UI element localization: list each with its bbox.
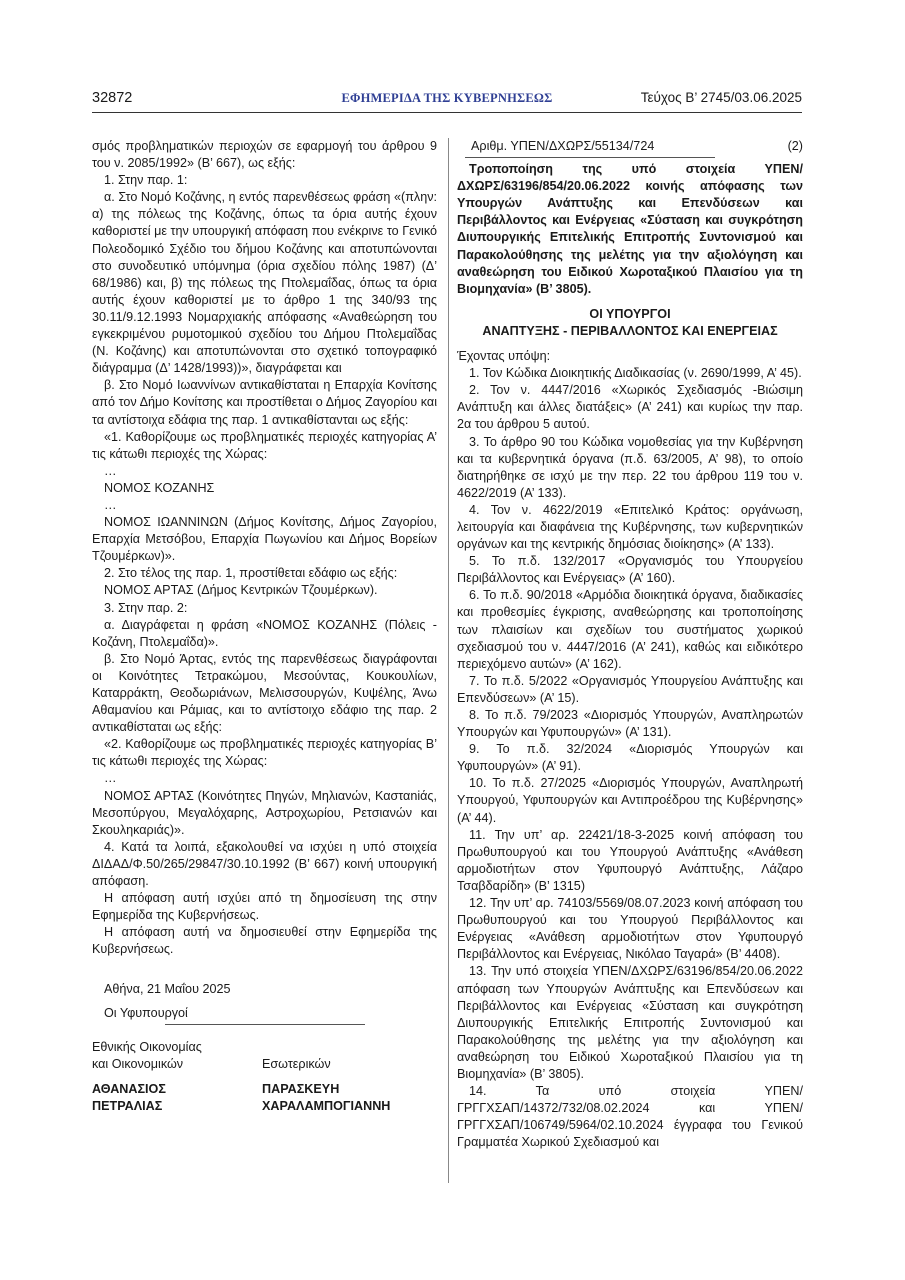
list-item: 2. Τον ν. 4447/2016 «Χωρικός Σχεδιασμός -Βιώσιμη Ανάπτυξη και άλλες διατάξεις» (Α’ 241) και κυρίως την παρ. 2α του άρθρου 5 αυτού. (457, 383, 803, 432)
page-number: 32872 (92, 90, 133, 106)
column-divider (448, 138, 449, 1183)
ellipsis: … (104, 497, 117, 512)
ellipsis: … (104, 463, 117, 478)
list-item: 14. Τα υπό στοιχεία ΥΠΕΝ/ΓΡΓΓΧΣΑΠ/14372/732/08.02.2024 και ΥΠΕΝ/ΓΡΓΓΧΣΑΠ/106749/5964/02.10.2024 έγγραφα του Γενικού Γραμματέα Χωρικού Σχεδιασμού και (457, 1084, 803, 1150)
signature-name: ΠΑΡΑΣΚΕΥΗ (262, 1081, 340, 1096)
issue-reference: Τεύχος Β’ 2745/03.06.2025 (640, 90, 802, 105)
list-item: 11. Την υπ’ αρ. 22421/18-3-2025 κοινή απόφαση του Πρωθυπουργού και του Υπουργού Ανάπτυξης «Ανάθεση αρμοδιοτήτων στον Υφυπουργό Ανάπτυξης, Λάζαρο Τσαβδαρίδη» (Β’ 1315) (457, 827, 803, 893)
considering-heading: Έχοντας υπόψη: (457, 349, 551, 364)
ministers-heading (457, 306, 803, 340)
list-item: 5. Το π.δ. 132/2017 «Οργανισμός του Υπουργείου Περιβάλλοντος και Ενέργειας» (Α’ 160). (457, 554, 803, 586)
ministers-line: ΟΙ ΥΠΟΥΡΓΟΙ (589, 306, 671, 321)
ellipsis: … (104, 771, 117, 786)
list-item: 7. Το π.δ. 5/2022 «Οργανισμός Υπουργείου Ανάπτυξης και Επενδύσεων» (Α’ 15). (457, 673, 803, 705)
paragraph: β. Στο Νομό Άρτας, εντός της παρενθέσεως διαγράφονται οι Κοινότητες Τετρακώμου, Μεσούντας, Κουκουλίων, Καταρράκτη, Θεοδωριάνων, Μελισσουργών, Κυψέλης, Άνω Αθαμανίου και Ράμιας, και το αντίστοιχο εδάφιο της παρ. 2 αντικαθίσταται ως εξής: (92, 651, 437, 735)
decision-title-block (457, 161, 803, 298)
paragraph: α. Διαγράφεται η φράση «ΝΟΜΟΣ ΚΟΖΑΝΗΣ (Πόλεις - Κοζάνη, Πτολεμαΐδα)». (92, 617, 437, 649)
right-column (457, 138, 803, 1151)
gazette-title: ΕΦΗΜΕΡΙΔΑ ΤΗΣ ΚΥΒΕΡΝΗΣΕΩΣ (341, 91, 553, 105)
paragraph: «1. Καθορίζουμε ως προβληματικές περιοχές κατηγορίας Α’ τις κάτωθι περιοχές της Χώρας: (92, 429, 437, 461)
signature-ministry: Εσωτερικών (262, 1056, 331, 1071)
signature-name: ΠΕΤΡΑΛΙΑΣ (92, 1098, 163, 1113)
paragraph: 2. Στο τέλος της παρ. 1, προστίθεται εδάφιο ως εξής: (104, 566, 398, 581)
paragraph: 4. Κατά τα λοιπά, εξακολουθεί να ισχύει η υπό στοιχεία ΔΙΔΑΔ/Φ.50/265/29847/30.10.1992 (Β’ 667) κοινή υπουργική απόφαση. (92, 839, 437, 889)
paragraph: Η απόφαση αυτή ισχύει από τη δημοσίευση της στην Εφημερίδα της Κυβερνήσεως. (92, 891, 437, 923)
list-item: 4. Τον ν. 4622/2019 «Επιτελικό Κράτος: οργάνωση, λειτουργία και διαφάνεια της Κυβέρνησης, των κυβερνητικών οργάνων και της κεντρικής δημόσιας διοίκησης» (Α’ 133). (457, 502, 803, 552)
list-item: 13. Την υπό στοιχεία ΥΠΕΝ/ΔΧΩΡΣ/63196/854/20.06.2022 απόφαση των Υπουργών Ανάπτυξης και Επενδύσεων και Περιβάλλοντος και Ενέργειας «Σύσταση και συγκρότηση Διυπουργικής Επιτελικής Επιτροπής Συντονισμού και Παρακολούθησης της μελέτης για την αξιολόγηση και αναθεώρηση του Ειδικού Χωροταξικού Πλαισίου για τη Βιομηχανία» (Β’ 3805). (457, 964, 803, 1081)
signing-date: Αθήνα, 21 Μαΐου 2025 (104, 981, 231, 996)
signature-name: ΑΘΑΝΑΣΙΟΣ (92, 1081, 166, 1096)
list-item: 1. Τον Κώδικα Διοικητικής Διαδικασίας (ν. 2690/1999, Α’ 45). (469, 366, 802, 381)
ministers-line: ΑΝΑΠΤΥΞΗΣ - ΠΕΡΙΒΑΛΛΟΝΤΟΣ ΚΑΙ ΕΝΕΡΓΕΙΑΣ (482, 323, 778, 338)
paragraph: ΝΟΜΟΣ ΑΡΤΑΣ (Κοινότητες Πηγών, Μηλιανών, Κασταniάς, Μεσοπύργου, Μεγαλόχαρης, Αστροχωρίου, Ρετσιανών και Σκουληκαριάς)». (92, 788, 437, 837)
list-item: 8. Το π.δ. 79/2023 «Διορισμός Υπουργών, Αναπληρωτών Υπουργών και Υφυπουργών» (Α’ 131). (457, 708, 803, 740)
list-item: 6. Το π.δ. 90/2018 «Αρμόδια διοικητικά όργανα, διαδικασίες και προθεσμίες έγκρισης, αναθεώρησης και τροποποίησης των πλαισίων και σχεδίων του συστήματος χωρικού σχεδιασμού του ν. 4447/2016 (Α’ 241), καθώς και ειδικότερο περιεχόμενο αυτών» (Α’ 162). (457, 588, 803, 671)
signatures (92, 1039, 437, 1129)
paragraph: «2. Καθορίζουμε ως προβληματικές περιοχές κατηγορίας Β’ τις κάτωθι περιοχές της Χώρας: (92, 737, 437, 769)
paragraph: ΝΟΜΟΣ ΚΟΖΑΝΗΣ (104, 480, 215, 495)
signatories-heading: Οι Υφυπουργοί (104, 1005, 188, 1020)
paragraph: α. Στο Νομό Κοζάνης, η εντός παρενθέσεως φράση «(πλην: α) της πόλεως της Κοζάνης, όπως τα όρια αυτής έχουν καθοριστεί με την υπουργική απόφαση που ενέκρινε το Γενικό Πολεοδομικό Σχέδιο του δήμου Κοζάνης και αποτυπώνονται στο συνοδευτικό υπόμνημα (όρια σχεδίου πόλης 1987) (Δ’ 68/1986) και, β) της πόλεως της Πτολεμαΐδας, όπως τα όρια αυτής έχουν καθοριστεί με το άρθρο 1 της 340/93 της 30.11/9.12.1993 Νομαρχιακής απόφασης «Αναθεώρηση του εγκεκριμένου ρυμοτομικού σχεδίου του Δήμου Πτολεμαΐδας (Ν. Κοζάνης) και αποτυπώνονται στο σχετικό τοπογραφικό διάγραμμα (Δ’ 1428/1993))», διαγράφεται και (92, 190, 437, 376)
decision-number: Αριθμ. ΥΠΕΝ/ΔΧΩΡΣ/55134/724 (471, 139, 655, 153)
signature-ministry: Εθνικής Οικονομίας (92, 1039, 202, 1054)
paragraph: 1. Στην παρ. 1: (104, 173, 188, 188)
signature-ministry: και Οικονομικών (92, 1056, 184, 1071)
page-header (92, 90, 802, 110)
list-item: 12. Την υπ’ αρ. 74103/5569/08.07.2023 κοινή απόφαση του Πρωθυπουργού και του Υπουργού Περιβάλλοντος και Ενέργειας «Ανάθεση αρμοδιοτήτων στον Υφυπουργό Περιβάλλοντος και Ενέργειας, Νικόλαο Ταγαρά» (Β’ 4408). (457, 896, 803, 962)
paragraph: 3. Στην παρ. 2: (104, 600, 188, 615)
list-item: 9. Το π.δ. 32/2024 «Διορισμός Υπουργών και Υφυπουργών» (Α’ 91). (457, 742, 803, 774)
reference-rule (465, 157, 715, 158)
signature-interior (262, 1056, 390, 1115)
paragraph: σμός προβληματικών περιοχών σε εφαρμογή του άρθρου 9 του ν. 2085/1992» (Β’ 667), ως εξής: (92, 139, 437, 171)
header-rule (92, 112, 802, 113)
paragraph: β. Στο Νομό Ιωαννίνων αντικαθίσταται η Επαρχία Κονίτσης από τον Δήμο Κονίτσης και προστίθεται ο Δήμος Ζαγορίου και τα αντίστοιχα εδάφια της παρ. 1 αντικαθίστανται ως εξής: (92, 378, 437, 427)
decision-index: (2) (787, 139, 803, 153)
decision-reference (457, 138, 803, 155)
signature-name: ΧΑΡΑΛΑΜΠΟΓΙΑΝΝΗ (262, 1098, 391, 1113)
left-column (92, 138, 437, 1129)
signature-finance (92, 1039, 202, 1115)
paragraph: ΝΟΜΟΣ ΙΩΑΝΝΙΝΩΝ (Δήμος Κονίτσης, Δήμος Ζαγορίου, Επαρχία Μετσόβου, Επαρχία Πωγωνίου και Δήμος Βορείων Τζουμέρκων)». (92, 515, 437, 564)
paragraph: Η απόφαση αυτή να δημοσιευθεί στην Εφημερίδα της Κυβερνήσεως. (92, 925, 437, 957)
list-item: 10. Το π.δ. 27/2025 «Διορισμός Υπουργών, Αναπληρωτή Υπουργού, Υφυπουργών και Αντιπροέδρου της Κυβέρνησης» (Α’ 44). (457, 776, 803, 825)
list-item: 3. Το άρθρο 90 του Κώδικα νομοθεσίας για την Κυβέρνηση και τα κυβερνητικά όργανα (π.δ. 63/2005, Α’ 98), το οποίο διατηρήθηκε σε ισχύ με την περ. 22 του άρθρου 119 του ν. 4622/2019 (Α’ 133). (457, 434, 803, 500)
decision-title: Τροποποίηση της υπό στοιχεία ΥΠΕΝ/ΔΧΩΡΣ/63196/854/20.06.2022 κοινής απόφασης των Υπουργών Ανάπτυξης και Επενδύσεων και Περιβάλλοντος και Ενέργειας «Σύσταση και συγκρότηση Διυπουργικής Επιτελικής Επιτροπής Συντονισμού και Παρακολούθησης της μελέτης για την αξιολόγηση και αναθεώρηση του Ειδικού Χωροταξικού Πλαισίου για τη Βιομηχανία» (Β’ 3805). (457, 162, 803, 296)
paragraph: ΝΟΜΟΣ ΑΡΤΑΣ (Δήμος Κεντρικών Τζουμέρκων). (104, 583, 378, 598)
